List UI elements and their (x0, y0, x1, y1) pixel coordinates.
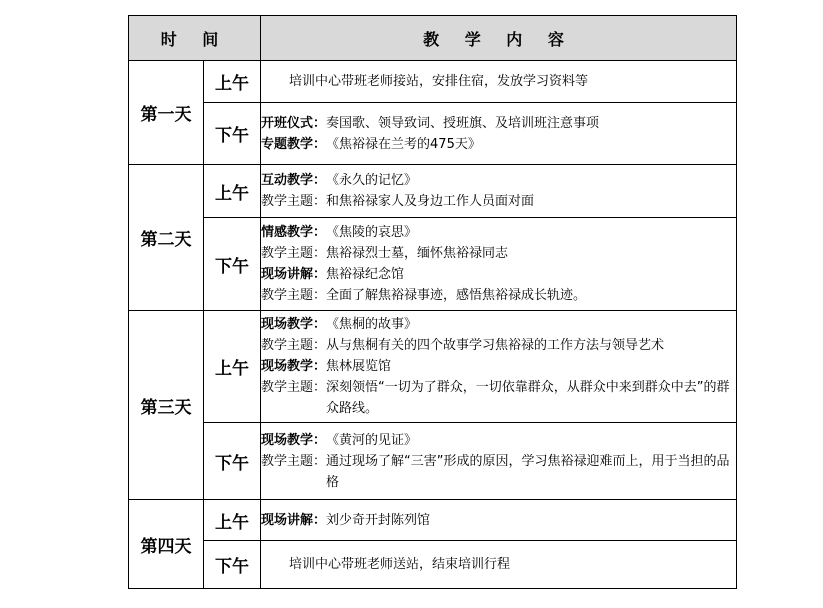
day-4-am-label: 上午 (204, 500, 261, 541)
item-value: 《黄河的见证》 (326, 432, 418, 448)
day-3-am-content (261, 311, 737, 423)
item-key: 现场讲解： (261, 512, 327, 528)
day-2-label: 第二天 (129, 165, 204, 311)
item-key: 教学主题： (261, 194, 327, 209)
item-value: 《焦裕禄在兰考的475天》 (326, 136, 481, 152)
day-4-pm-content (261, 541, 737, 589)
day-2-pm-label: 下午 (204, 218, 261, 311)
day-2-am-content (261, 165, 737, 218)
item-key: 教学主题： (261, 380, 327, 395)
day-2-am-label: 上午 (204, 165, 261, 218)
item-value: 焦裕禄烈士墓，缅怀焦裕禄同志 (326, 246, 509, 261)
item-key: 教学主题： (261, 338, 327, 353)
item-value: 从与焦桐有关的四个故事学习焦裕禄的工作方法与领导艺术 (326, 338, 665, 353)
item-key: 现场教学： (261, 317, 327, 332)
day-1-pm-content (261, 103, 737, 165)
item-key: 教学主题： (261, 453, 327, 469)
day-1-am-content (261, 61, 737, 103)
header-time: 时 间 (129, 16, 261, 61)
item-value: 通过现场了解“三害”形成的原因，学习焦裕禄迎难而上，用于当担的品格 (326, 453, 730, 490)
day-3-label: 第三天 (129, 311, 204, 500)
item-key: 开班仪式： (261, 115, 327, 131)
day-3-am-label: 上午 (204, 311, 261, 423)
day-1-am-text: 培训中心带班老师接站，安排住宿，发放学习资料等 (289, 74, 589, 89)
item-value: 和焦裕禄家人及身边工作人员面对面 (326, 194, 535, 209)
item-value: 焦林展览馆 (326, 359, 392, 374)
item-key: 互动教学： (261, 173, 327, 188)
item-key: 情感教学： (261, 225, 327, 240)
item-value: 《永久的记忆》 (326, 173, 418, 188)
item-key: 现场教学： (261, 359, 327, 374)
day-4-pm-label: 下午 (204, 541, 261, 589)
day-3-pm-content (261, 423, 737, 500)
item-value: 全面了解焦裕禄事迹，感悟焦裕禄成长轨迹。 (326, 288, 587, 303)
item-key: 现场教学： (261, 432, 327, 448)
day-3-pm-label: 下午 (204, 423, 261, 500)
item-value: 刘少奇开封陈列馆 (326, 512, 431, 528)
item-value: 焦裕禄纪念馆 (326, 267, 405, 282)
day-1-pm-label: 下午 (204, 103, 261, 165)
day-4-label: 第四天 (129, 500, 204, 589)
item-key: 专题教学： (261, 136, 327, 152)
item-key: 现场讲解： (261, 267, 327, 282)
item-value: 《焦陵的哀思》 (326, 225, 418, 240)
day-1-am-label: 上午 (204, 61, 261, 103)
item-key: 教学主题： (261, 288, 327, 303)
header-content: 教 学 内 容 (261, 16, 737, 61)
schedule-table (128, 15, 737, 589)
day-4-am-content (261, 500, 737, 541)
item-value: 奏国歌、领导致词、授班旗、及培训班注意事项 (326, 115, 600, 131)
day-2-pm-content (261, 218, 737, 311)
day-1-label: 第一天 (129, 61, 204, 165)
item-value: 深刻领悟“一切为了群众，一切依靠群众，从群众中来到群众中去”的群众路线。 (326, 380, 730, 416)
item-key: 教学主题： (261, 246, 327, 261)
item-value: 《焦桐的故事》 (326, 317, 418, 332)
day-4-pm-text: 培训中心带班老师送站，结束培训行程 (289, 557, 511, 572)
